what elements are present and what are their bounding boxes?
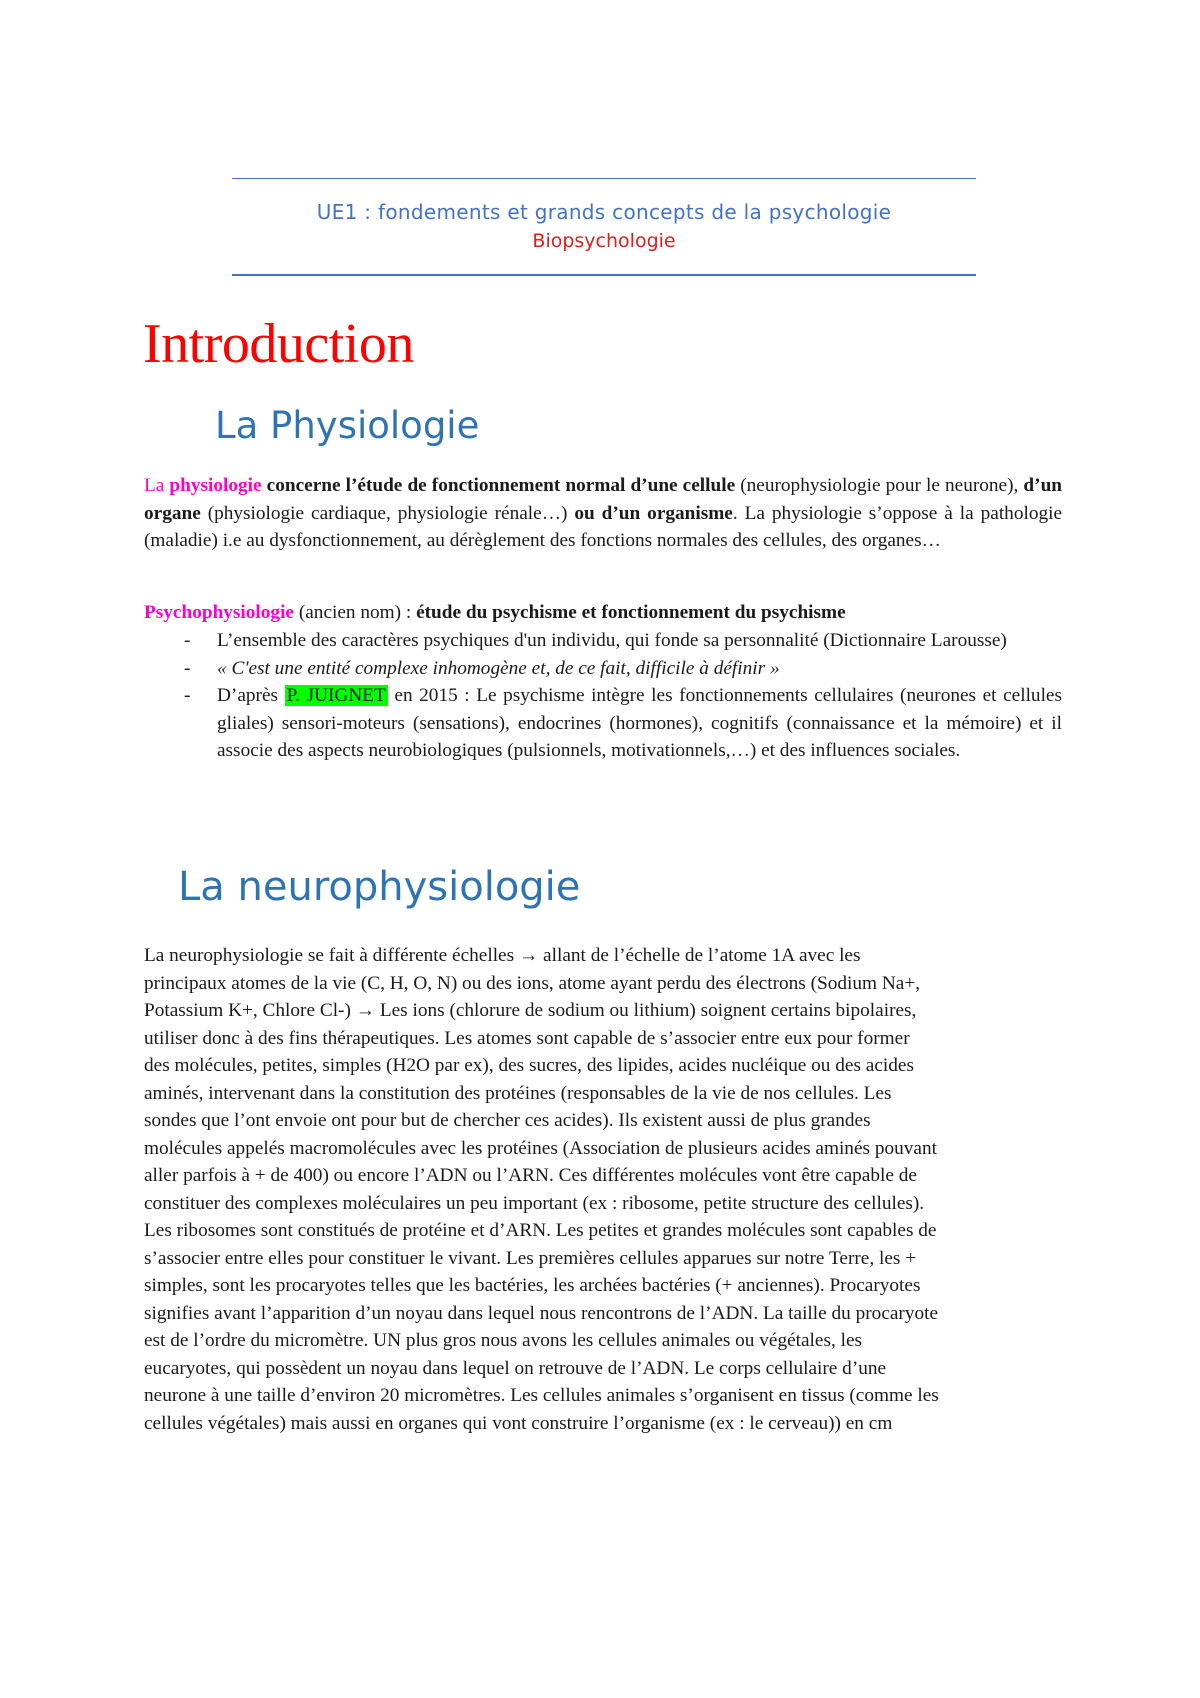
text-line: signifies avant l’apparition d’un noyau dans lequel nous rencontrons de l’ADN. La taille du procaryote (144, 1302, 939, 1324)
bullet-list (144, 627, 1062, 765)
text-line: est de l’ordre du micromètre. UN plus gros nous avons les cellules animales ou végétales, les (144, 1330, 863, 1351)
bold-definition: concerne l’étude de fonctionnement normal d’une cellule (261, 475, 736, 496)
term-physiologie: physiologie (169, 475, 262, 496)
highlighted-author: P. JUIGNET (286, 685, 386, 706)
bold-organisme: ou d’un organisme (574, 502, 733, 524)
text-line: principaux atomes de la vie (C, H, O, N) ou des ions, atome ayant perdu des électrons (Sodium Na+, (144, 972, 921, 994)
dash-marker: - (184, 657, 191, 679)
list-item (144, 627, 1062, 655)
list-item (144, 655, 1062, 683)
text-line: molécules appelés macromolécules avec les protéines (Association de plusieurs acides aminés pouvant (144, 1137, 937, 1159)
text-line: constituer des complexes moléculaires un peu important (ex : ribosome, petite structure des cellules). (144, 1192, 925, 1214)
list-item (144, 682, 1062, 765)
text-line: Potassium K+, Chlore Cl-) → Les ions (chlorure de sodium ou lithium) soignent certains bipolaires, (144, 1000, 917, 1021)
paragraph-neurophysiologie (144, 942, 1064, 1437)
term-psychophysiologie: Psychophysiologie (144, 602, 294, 623)
text-neuro: (neurophysiologie pour le neurone), (735, 475, 1024, 496)
bold-etude-psychisme: étude du psychisme et fonctionnement du psychisme (416, 602, 846, 623)
text-line: s’associer entre elles pour constituer le vivant. Les premières cellules apparues sur notre Terre, les + (144, 1247, 917, 1269)
text-line: sondes que l’ont envoie ont pour but de chercher ces acides). Ils existent aussi de plus grandes (144, 1110, 871, 1131)
text-line: Les ribosomes sont constitués de protéine et d’ARN. Les petites et grandes molécules sont capables de (144, 1220, 937, 1241)
text-cardiaque: (physiologie cardiaque, physiologie rénale…) (200, 502, 575, 524)
text-line: eucaryotes, qui possèdent un noyau dans lequel on retrouve de l’ADN. Le corps cellulaire d’une (144, 1357, 887, 1379)
text-line: utiliser donc à des fins thérapeutiques. Les atomes sont capable de s’associer entre eux pour former (144, 1027, 910, 1049)
text-line: des molécules, petites, simples (H2O par ex), des sucres, des lipides, acides nucléique ou des acides (144, 1055, 914, 1076)
course-title: UE1 : fondements et grands concepts de la psychologie (316, 200, 892, 224)
text-line: cellules végétales) mais aussi en organes qui vont construire l’organisme (ex : le cerveau)) en cm (144, 1412, 893, 1434)
text-line: neurone à une taille d’environ 20 micromètres. Les cellules animales s’organisent en tissus (comme les (144, 1385, 939, 1406)
text-line: aminés, intervenant dans la constitution des protéines (responsables de la vie de nos cellules. Les (144, 1082, 892, 1104)
text-line: La neurophysiologie se fait à différente échelles → allant de l’échelle de l’atome 1A avec les (144, 945, 861, 966)
dash-marker: - (184, 685, 191, 706)
subject-title: Biopsychologie (532, 230, 676, 252)
section-heading-physiologie: La Physiologie (215, 404, 480, 447)
text-line: simples, sont les procaryotes telles que les bactéries, les archées bactéries (+ anciennes). Procaryotes (144, 1275, 921, 1296)
paragraph-psychophysiologie (144, 599, 1062, 627)
header-rule-top (232, 178, 976, 179)
paragraph-physiologie (144, 472, 1062, 555)
bullet-pre: D’après (217, 685, 285, 706)
bold-organe: d’un organe (144, 475, 1063, 524)
page-title: Introduction (143, 313, 414, 375)
bullet-quote: « C'est une entité complexe inhomogène et, de ce fait, difficile à définir » (217, 657, 780, 679)
text-line: aller parfois à + de 400) ou encore l’ADN ou l’ARN. Ces différentes molécules vont être capable de (144, 1165, 917, 1186)
text-pathologie: . La physiologie s’oppose à la pathologie (maladie) i.e au dysfonctionnement, au dérèglement des fonctions normales des cellules, des organes… (144, 502, 1063, 551)
dash-marker: - (184, 630, 191, 651)
text-la: La (144, 475, 170, 496)
section-heading-neurophysiologie: La neurophysiologie (178, 864, 581, 910)
bullet-post: en 2015 : Le psychisme intègre les fonctionnements cellulaires (neurones et cellules gliales) sensori-moteurs (sensations), endocrines (hormones), cognitifs (connaissance et la mémoire) et il associe des aspects neurobiologiques (pulsionnels, motivationnels,…) et des influences sociales. (217, 685, 1062, 761)
header-rule-bottom (232, 274, 976, 276)
text-ancien-nom: (ancien nom) : (294, 602, 417, 623)
bullet-text: L’ensemble des caractères psychiques d'un individu, qui fonde sa personnalité (Dictionnaire Larousse) (217, 630, 1007, 651)
